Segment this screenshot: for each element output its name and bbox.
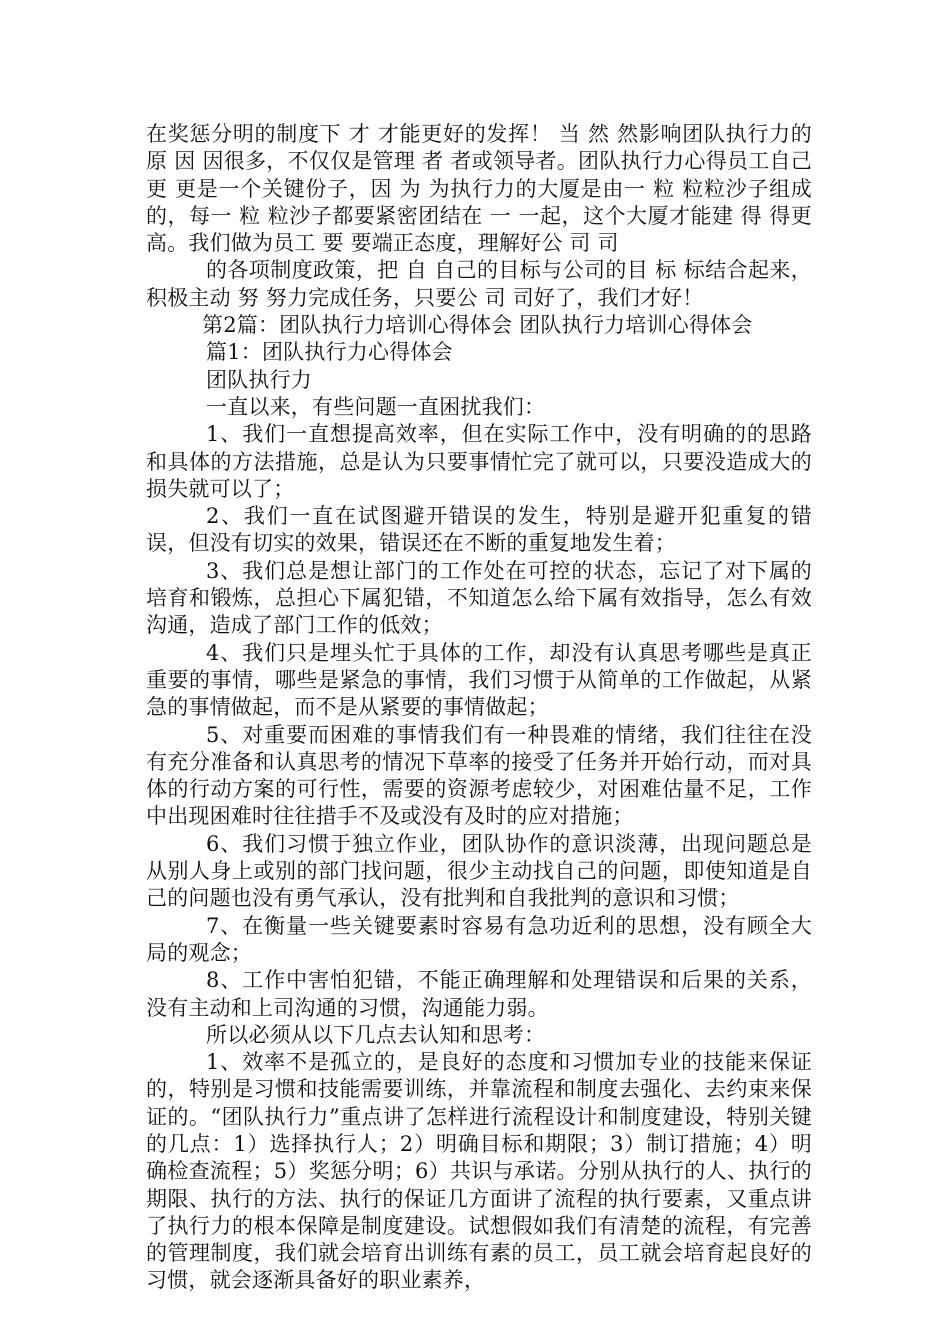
list-item-thinking-1: 1、效率不是孤立的，是良好的态度和习惯加专业的技能来保证的，特别是习惯和技能需要训练，并靠流程和制度去强化、去约束来保证的。“团队执行力”重点讲了怎样进行流程设计和制度建设，特别关键的几点：1）选择执行人；2）明确目标和期限；3）制订措施；4）明确检查流程；5）奖惩分明；6）共识与承诺。分别从执行的人、执行的期限、执行的方法、执行的保证几方面讲了流程的执行要素，又重点讲了执行力的根本保障是制度建设。试想假如我们有清楚的流程，有完善的管理制度，我们就会培育出训练有素的员工，员工就会培育起良好的习惯，就会逐渐具备好的职业素养， [146, 1050, 812, 1293]
list-item-problem-8: 8、工作中害怕犯错，不能正确理解和处理错误和后果的关系，没有主动和上司沟通的习惯，沟通能力弱。 [146, 968, 812, 1020]
document-page [146, 121, 812, 1295]
paragraph-policy: 的各项制度政策，把 自 自己的目标与公司的目 标 标结合起来，积极主动 努 努力完成任务，只要公 司 司好了，我们才好！ [146, 258, 812, 310]
list-item-problem-2: 2、我们一直在试图避开错误的发生，特别是避开犯重复的错误，但没有切实的效果，错误还在不断的重复地发生着； [146, 504, 812, 556]
paragraph-thinking-lead: 所以必须从以下几点去认知和思考： [206, 1022, 546, 1047]
list-item-problem-1: 1、我们一直想提高效率，但在实际工作中，没有明确的的思路和具体的方法措施，总是认为只要事情忙完了就可以，只要没造成大的损失就可以了； [146, 422, 812, 501]
paragraph-problems-lead: 一直以来，有些问题一直困扰我们： [206, 394, 546, 419]
list-item-problem-4: 4、我们只是埋头忙于具体的工作，却没有认真思考哪些是真正重要的事情，哪些是紧急的事情，我们习惯于从简单的工作做起，从紧急的事情做起，而不是从紧要的事情做起； [146, 640, 812, 720]
list-item-problem-6: 6、我们习惯于独立作业，团队协作的意识淡薄，出现问题总是从别人身上或别的部门找问题，很少主动找自己的问题，即使知道是自己的问题也没有勇气承认，没有批判和自我批判的意识和习惯； [146, 831, 812, 911]
article-subtitle: 团队执行力 [206, 367, 312, 392]
list-item-problem-3: 3、我们总是想让部门的工作处在可控的状态，忘记了对下属的培育和锻炼，总担心下属犯错，不知道怎么给下属有效指导，怎么有效沟通，造成了部门工作的低效； [146, 558, 812, 638]
paragraph-intro: 在奖惩分明的制度下 才 才能更好的发挥！ 当 然 然影响团队执行力的原 因 因很多，不仅仅是管理 者 者或领导者。团队执行力心得员工自己 更 更是一个关键份子，因 为 为执行力的大厦是由一 粒 粒粒沙子组成的，每一 粒 粒沙子都要紧密团结在 一 一起，这个大厦才能建 得 得更高。我们做为员工 要 要端正态度，理解好公 司 司 [146, 122, 812, 256]
section-title: 第2篇：团队执行力培训心得体会 团队执行力培训心得体会 [202, 313, 753, 338]
list-item-problem-5: 5、对重要而困难的事情我们有一种畏难的情绪，我们往往在没有充分准备和认真思考的情况下草率的接受了任务并开始行动，而对具体的行动方案的可行性，需要的资源考虑较少，对困难估量不足，工作中出现困难时往往措手不及或没有及时的应对措施； [146, 722, 812, 829]
article-title: 篇1：团队执行力心得体会 [206, 340, 453, 365]
list-item-problem-7: 7、在衡量一些关键要素时容易有急功近利的思想，没有顾全大局的观念； [146, 913, 812, 965]
